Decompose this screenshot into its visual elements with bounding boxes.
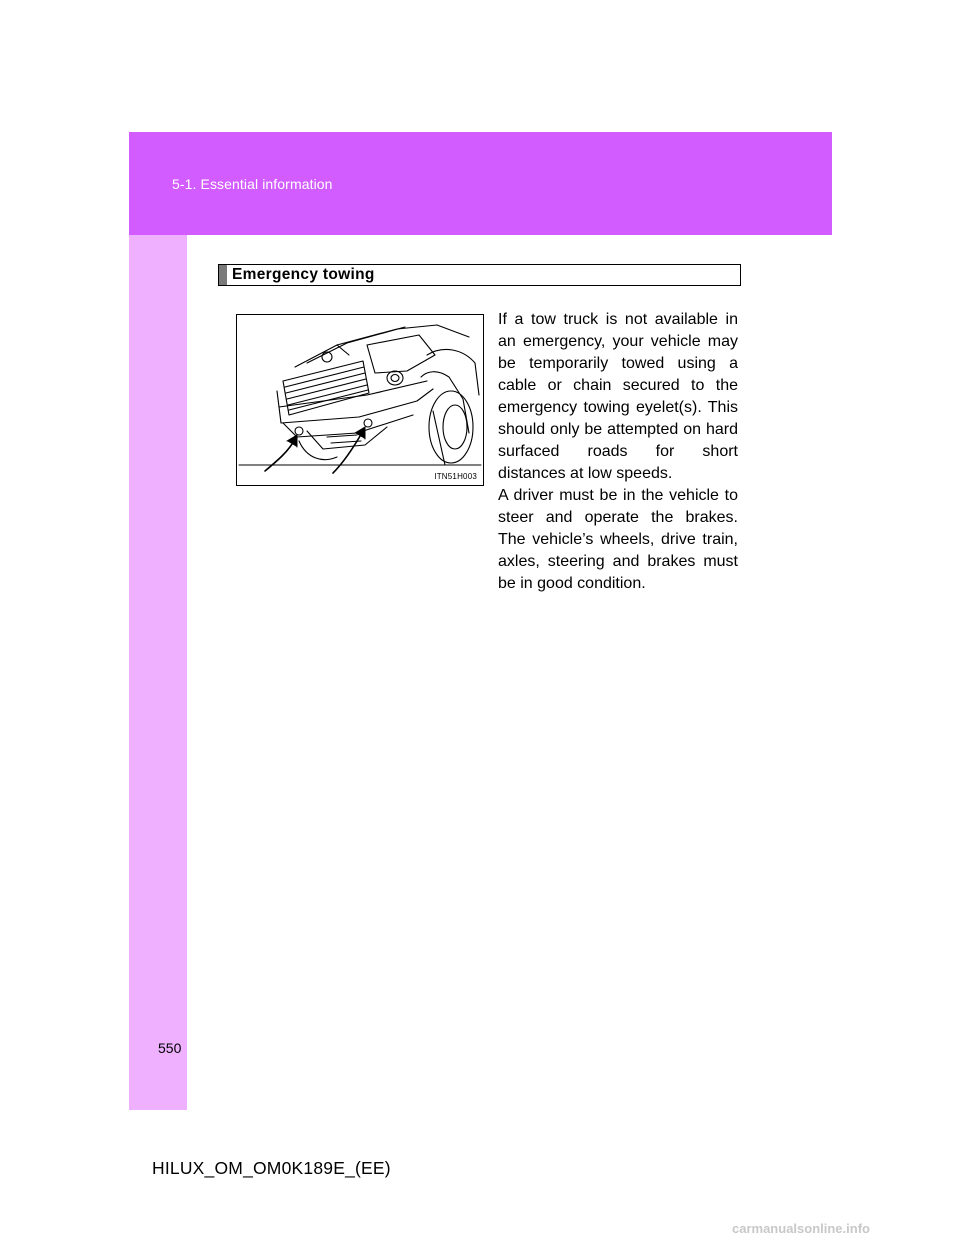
watermark: carmanualsonline.info — [732, 1221, 870, 1236]
paragraph: A driver must be in the vehicle to steer and operate the brakes. The vehicle’s wheels, drive train, axles, steering and brakes must be in good condition. — [498, 487, 738, 592]
breadcrumb: 5-1. Essential information — [172, 176, 333, 192]
chapter-header — [129, 132, 832, 235]
towing-eyelet-illustration — [236, 314, 484, 486]
figure-code: ITN51H003 — [434, 472, 477, 481]
section-heading — [218, 264, 741, 286]
chapter-sidebar — [129, 235, 187, 1110]
heading-accent-bar — [219, 265, 227, 285]
document-code: HILUX_OM_OM0K189E_(EE) — [152, 1158, 391, 1178]
body-text — [498, 309, 738, 595]
page-number: 550 — [158, 1040, 182, 1056]
section-title: Emergency towing — [232, 266, 375, 283]
paragraph: If a tow truck is not available in an emergency, your vehicle may be temporarily towed using a cable or chain secured to the emergency towing eyelet(s). This should only be attempted on hard surfaced roads for short distances at low speeds. — [498, 311, 738, 482]
front-bumper-drawing — [237, 315, 483, 485]
